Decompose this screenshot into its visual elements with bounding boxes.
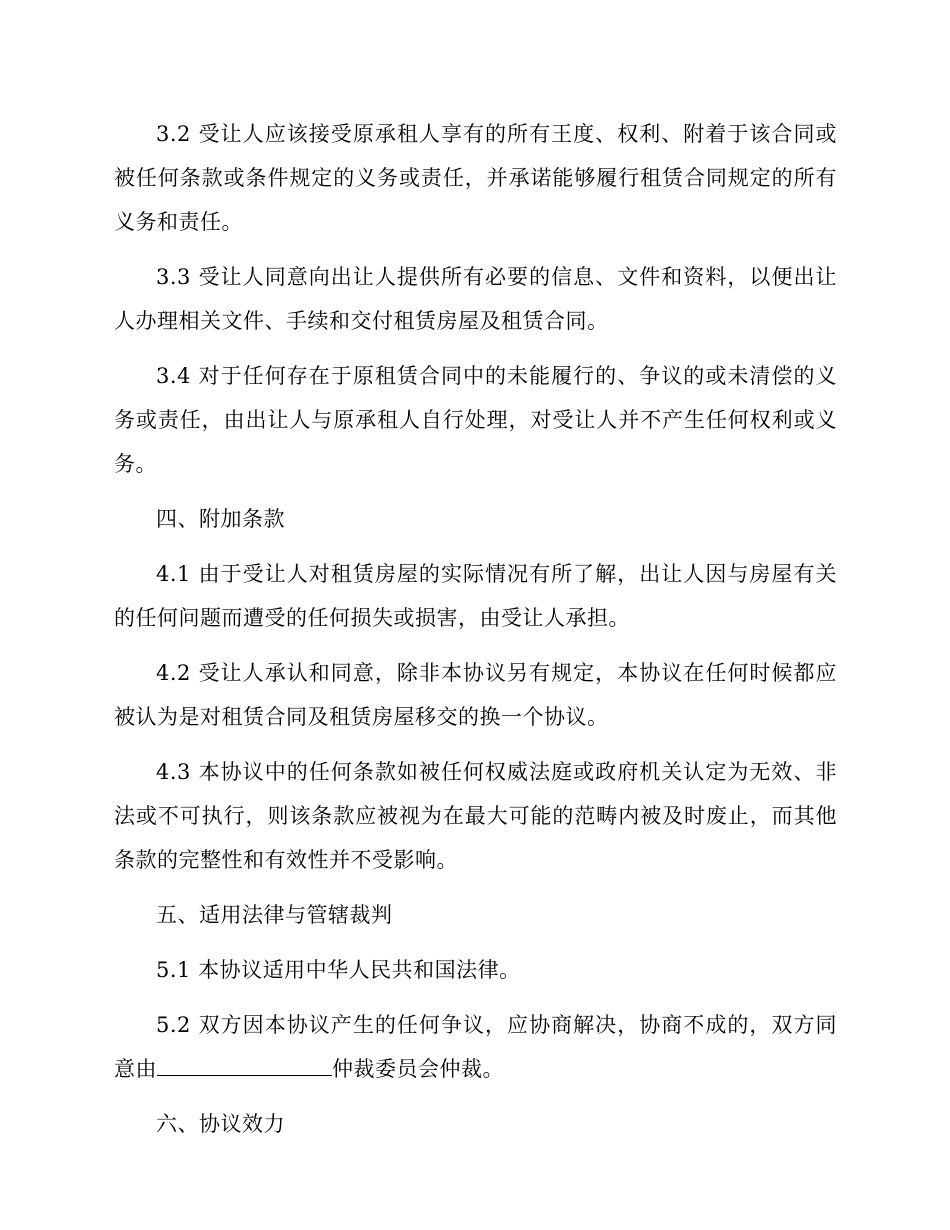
section-heading-6: 六、协议效力 — [156, 1112, 285, 1136]
clause-4-1: 4.1 由于受让人对租赁房屋的实际情况有所了解，出让人因与房屋有关的任何问题而遭受的任何损失或损害，由受让人承担。 — [114, 562, 837, 630]
document-body — [114, 112, 837, 1157]
clause-3-3: 3.3 受让人同意向出让人提供所有必要的信息、文件和资料，以便出让人办理相关文件、手续和交付租赁房屋及租赁合同。 — [114, 265, 837, 333]
section-heading-4: 四、附加条款 — [156, 507, 285, 531]
section-heading-5: 五、适用法律与管辖裁判 — [156, 903, 393, 927]
clause-4-2: 4.2 受让人承认和同意，除非本协议另有规定，本协议在任何时候都应被认为是对租赁合同及租赁房屋移交的换一个协议。 — [114, 661, 837, 729]
clause-4-3: 4.3 本协议中的任何条款如被任何权威法庭或政府机关认定为无效、非法或不可执行，则该条款应被视为在最大可能的范畴内被及时废止，而其他条款的完整性和有效性并不受影响。 — [114, 760, 837, 872]
clause-3-2: 3.2 受让人应该接受原承租人享有的所有王度、权利、附着于该合同或被任何条款或条件规定的义务或责任，并承诺能够履行租赁合同规定的所有义务和责任。 — [114, 122, 837, 234]
arbitration-body-blank[interactable] — [157, 1075, 332, 1076]
clause-5-2 — [114, 1003, 837, 1091]
clause-3-4: 3.4 对于任何存在于原租赁合同中的未能履行的、争议的或未清偿的义务或责任，由出让人与原承租人自行处理，对受让人并不产生任何权利或义务。 — [114, 364, 837, 476]
clause-5-2-text-after: 仲裁委员会仲裁。 — [332, 1057, 504, 1081]
clause-5-1: 5.1 本协议适用中华人民共和国法律。 — [156, 958, 521, 982]
clause-5-2-text-before: 5.2 双方因本协议产生的任何争议，应协商解决，协商不成的，双方同意由 — [114, 1013, 837, 1081]
